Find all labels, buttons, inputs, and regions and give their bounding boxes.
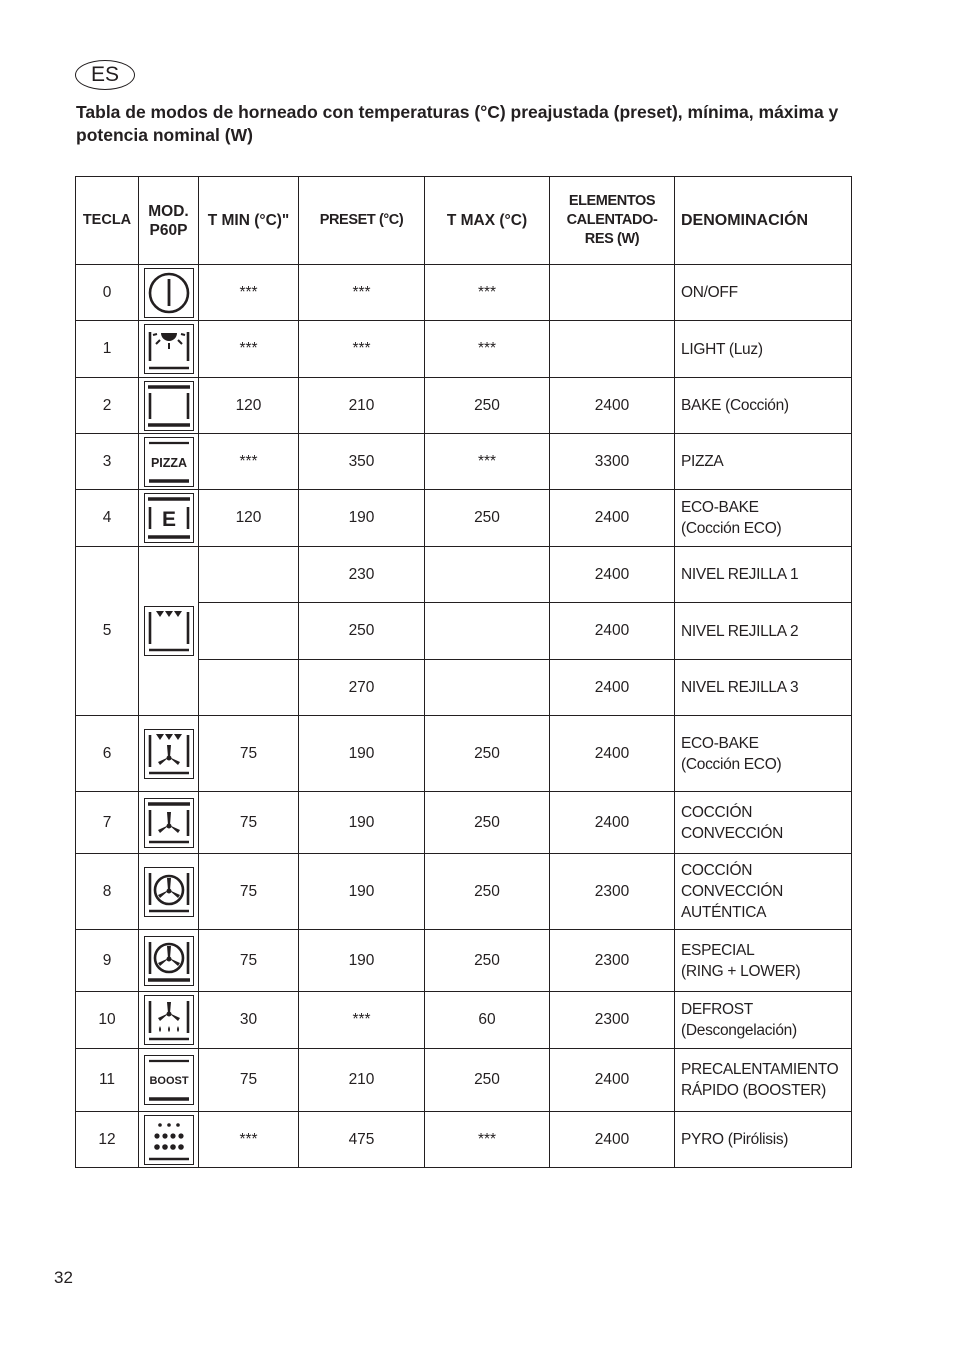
header-denominacion: DENOMINACIÓN	[675, 177, 852, 265]
cell-name-line-3: AUTÉNTICA	[681, 904, 767, 921]
cell-name-line-1: COCCIÓN	[681, 803, 753, 821]
cell-tmax: 250	[425, 716, 550, 792]
table-row	[76, 716, 852, 792]
cell-tmin: ***	[199, 1112, 299, 1168]
pyro-icon	[144, 1115, 194, 1165]
cell-tecla: 10	[76, 992, 139, 1049]
cell-icon	[139, 930, 199, 992]
cell-icon	[139, 992, 199, 1049]
cell-tmax: 250	[425, 854, 550, 930]
header-tecla: TECLA	[76, 177, 139, 265]
cell-tmin: 75	[199, 1049, 299, 1112]
cell-name-line-1: PRECALENTAMIENTO	[681, 1061, 839, 1078]
defrost-icon	[144, 995, 194, 1045]
cell-tecla: 11	[76, 1049, 139, 1112]
convection-icon	[144, 798, 194, 848]
cell-tmin: 75	[199, 854, 299, 930]
cell-preset: 250	[299, 603, 425, 660]
table-row	[76, 265, 852, 321]
header-tmin: T MIN (°C)"	[199, 177, 299, 265]
cell-icon	[139, 321, 199, 378]
cell-tmax	[425, 603, 550, 660]
cell-power: 2400	[550, 792, 675, 854]
cell-tmax: 250	[425, 1049, 550, 1112]
cell-icon	[139, 716, 199, 792]
cell-name-line-2: CONVECCIÓN	[681, 824, 784, 842]
language-badge-label: ES	[90, 63, 119, 86]
cell-name-line-1: ESPECIAL	[681, 941, 755, 959]
header-elementos	[550, 177, 675, 265]
page-number: 32	[54, 1268, 73, 1287]
cell-name-line-2: CONVECCIÓN	[681, 883, 784, 900]
cell-tmin: 120	[199, 378, 299, 434]
cell-tmin: ***	[199, 265, 299, 321]
cell-tmin: ***	[199, 321, 299, 378]
cell-name: NIVEL REJILLA 2	[675, 603, 852, 660]
table-row	[76, 490, 852, 547]
cell-tmax: 250	[425, 792, 550, 854]
cell-tecla: 4	[76, 490, 139, 547]
power-icon	[144, 268, 194, 318]
cell-tmax: ***	[425, 321, 550, 378]
cell-tecla: 2	[76, 378, 139, 434]
cell-tmax: 60	[425, 992, 550, 1049]
cell-tmax: 250	[425, 490, 550, 547]
true-convection-icon	[144, 867, 194, 917]
table-row	[76, 930, 852, 992]
cell-name-line-2: (Cocción ECO)	[681, 520, 782, 537]
cell-preset: 475	[299, 1112, 425, 1168]
cell-name-line-1: ECO-BAKE	[681, 499, 759, 516]
cell-tmin	[199, 660, 299, 716]
cell-preset: 350	[299, 434, 425, 490]
cell-tecla: 12	[76, 1112, 139, 1168]
cell-tmin: 75	[199, 716, 299, 792]
cell-tecla: 8	[76, 854, 139, 930]
cell-name: NIVEL REJILLA 3	[675, 660, 852, 716]
table-row	[76, 434, 852, 490]
cell-name	[675, 490, 852, 547]
cell-tecla: 6	[76, 716, 139, 792]
grill-fan-icon	[144, 729, 194, 779]
cell-power: 2300	[550, 854, 675, 930]
cell-icon	[139, 792, 199, 854]
cell-name	[675, 854, 852, 930]
cell-name	[675, 716, 852, 792]
table-row	[76, 321, 852, 378]
header-mod	[139, 177, 199, 265]
cell-power: 2400	[550, 490, 675, 547]
eco-bake-icon	[144, 493, 194, 543]
cell-tecla: 3	[76, 434, 139, 490]
cell-name: ON/OFF	[675, 265, 852, 321]
cell-name-line-1: COCCIÓN	[681, 862, 753, 879]
cell-power: 3300	[550, 434, 675, 490]
cell-power: 2400	[550, 603, 675, 660]
cell-icon	[139, 1049, 199, 1112]
cooking-modes-table	[75, 176, 852, 1168]
cell-tecla: 0	[76, 265, 139, 321]
cell-tmin: ***	[199, 434, 299, 490]
cell-preset: 190	[299, 854, 425, 930]
cell-tecla: 5	[76, 547, 139, 716]
cell-icon	[139, 854, 199, 930]
pizza-icon-label: PIZZA	[150, 455, 187, 470]
cell-preset: 230	[299, 547, 425, 603]
cell-tmax: ***	[425, 265, 550, 321]
language-badge	[75, 60, 135, 90]
cell-icon	[139, 547, 199, 716]
cell-name-line-2: (Cocción ECO)	[681, 755, 782, 773]
cell-tecla: 1	[76, 321, 139, 378]
cell-icon	[139, 378, 199, 434]
cell-power: 2400	[550, 716, 675, 792]
cell-tecla: 7	[76, 792, 139, 854]
eco-bake-icon-label: E	[161, 508, 176, 531]
table-row	[76, 854, 852, 930]
cell-power: 2400	[550, 1112, 675, 1168]
cell-power: 2300	[550, 992, 675, 1049]
table-row	[76, 378, 852, 434]
table-row	[76, 1049, 852, 1112]
cell-name-line-1: DEFROST	[681, 1001, 753, 1018]
boost-icon-label: BOOST	[148, 1075, 189, 1087]
cell-tmin: 120	[199, 490, 299, 547]
header-mod-label: MOD. P60P	[148, 202, 189, 239]
cell-icon	[139, 265, 199, 321]
cell-tmax: ***	[425, 434, 550, 490]
cell-preset: 270	[299, 660, 425, 716]
cell-power	[550, 321, 675, 378]
table-row	[76, 792, 852, 854]
cell-tmin: 30	[199, 992, 299, 1049]
cell-name: LIGHT (Luz)	[675, 321, 852, 378]
pizza-icon	[144, 437, 194, 487]
cell-preset: ***	[299, 265, 425, 321]
boost-icon	[144, 1055, 194, 1105]
cell-preset: 190	[299, 490, 425, 547]
cell-icon	[139, 1112, 199, 1168]
cell-preset: 190	[299, 792, 425, 854]
cell-name-line-2: (RING + LOWER)	[681, 962, 801, 980]
cell-name	[675, 930, 852, 992]
cell-name-line-2: (Descongelación)	[681, 1022, 797, 1039]
cell-preset: 190	[299, 716, 425, 792]
header-preset: PRESET (°C)	[299, 177, 425, 265]
cell-tmax	[425, 547, 550, 603]
cell-tmin	[199, 547, 299, 603]
cell-name: PYRO (Pirólisis)	[675, 1112, 852, 1168]
table-header-row	[76, 177, 852, 265]
table-row	[76, 992, 852, 1049]
cell-power: 2300	[550, 930, 675, 992]
cell-icon	[139, 490, 199, 547]
cell-power	[550, 265, 675, 321]
cell-name: PIZZA	[675, 434, 852, 490]
bake-icon	[144, 381, 194, 431]
cell-preset: 210	[299, 378, 425, 434]
header-tmax: T MAX (°C)	[425, 177, 550, 265]
cell-power: 2400	[550, 660, 675, 716]
cell-preset: 190	[299, 930, 425, 992]
grill-icon	[144, 606, 194, 656]
cell-name: NIVEL REJILLA 1	[675, 547, 852, 603]
cell-power: 2400	[550, 1049, 675, 1112]
cell-icon	[139, 434, 199, 490]
cell-tmax: ***	[425, 1112, 550, 1168]
cell-tmax: 250	[425, 378, 550, 434]
cell-preset: ***	[299, 992, 425, 1049]
cell-tmax	[425, 660, 550, 716]
cell-tmax: 250	[425, 930, 550, 992]
cell-name	[675, 992, 852, 1049]
cell-power: 2400	[550, 547, 675, 603]
cell-tmin	[199, 603, 299, 660]
cell-tmin: 75	[199, 930, 299, 992]
cell-preset: 210	[299, 1049, 425, 1112]
cell-power: 2400	[550, 378, 675, 434]
cell-name-line-2: RÁPIDO (BOOSTER)	[681, 1082, 827, 1099]
table-title: Tabla de modos de horneado con temperaturas (°C) preajustada (preset), mínima, máxima y potencia nominal (W)	[76, 102, 839, 145]
header-elementos-label: ELEMENTOS CALENTADO-RES (W)	[566, 193, 658, 247]
cell-name	[675, 792, 852, 854]
cell-name: BAKE (Cocción)	[675, 378, 852, 434]
light-icon	[144, 324, 194, 374]
table-row	[76, 1112, 852, 1168]
table-row	[76, 547, 852, 603]
cell-tecla: 9	[76, 930, 139, 992]
cell-tmin: 75	[199, 792, 299, 854]
cell-name-line-1: ECO-BAKE	[681, 734, 759, 752]
cell-name	[675, 1049, 852, 1112]
cell-preset: ***	[299, 321, 425, 378]
special-ring-lower-icon	[144, 936, 194, 986]
